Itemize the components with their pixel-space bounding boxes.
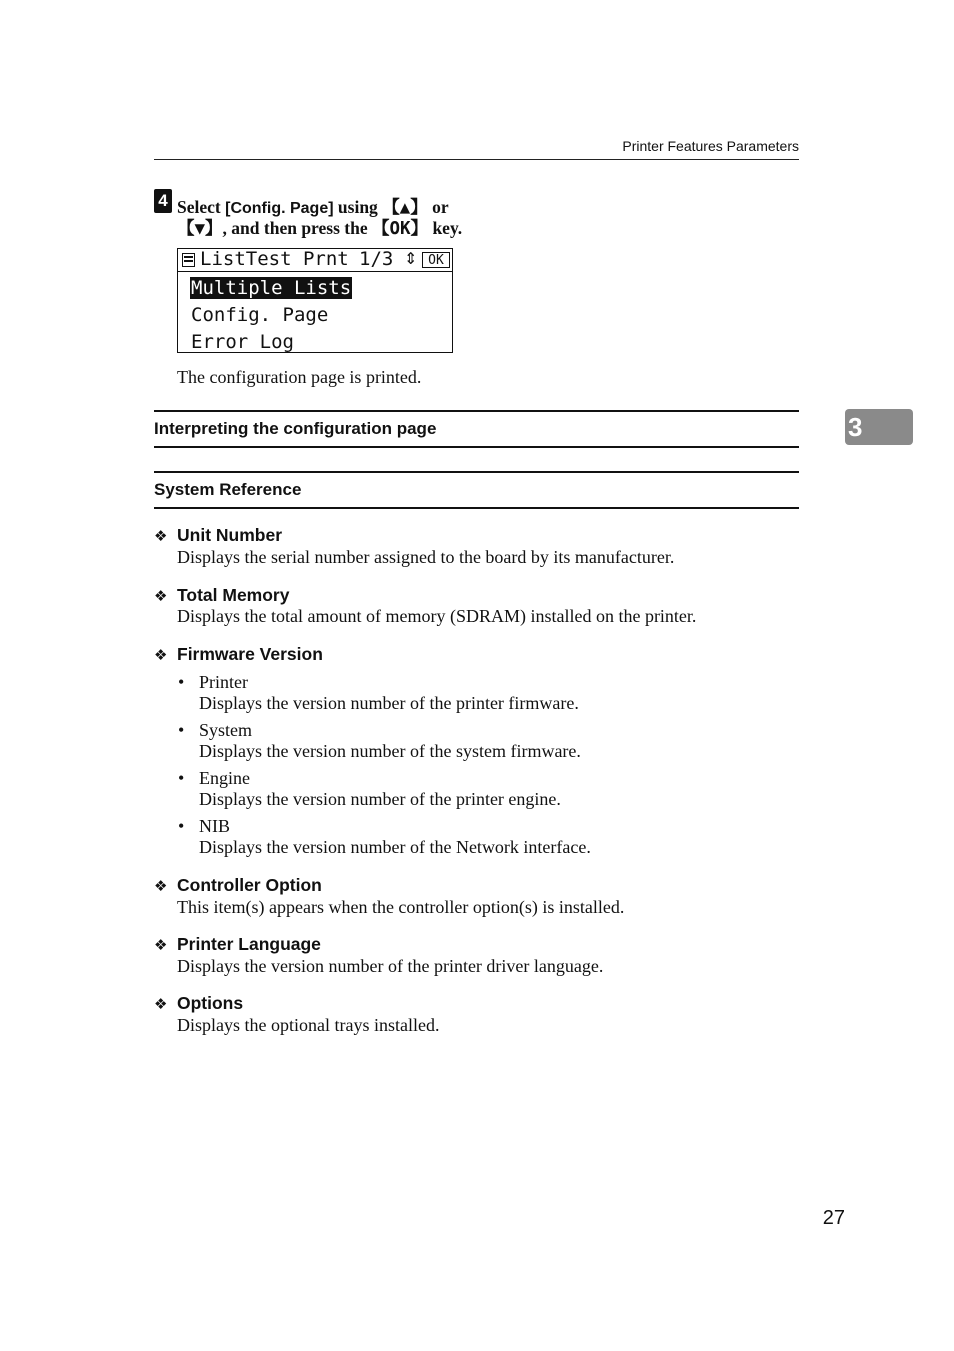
section-rule-bottom xyxy=(154,507,799,509)
item-heading-controller-option xyxy=(154,875,322,896)
item-desc-unit-number: Displays the serial number assigned to the board by its manufacturer. xyxy=(177,547,675,567)
item-title: Controller Option xyxy=(177,875,322,895)
page-number: 27 xyxy=(822,1207,845,1229)
item-desc-printer-language: Displays the version number of the printer driver language. xyxy=(177,956,604,976)
lcd-ok-icon: OK xyxy=(422,252,450,268)
ok-key: 【OK】 xyxy=(371,219,429,239)
item-heading-total-memory xyxy=(154,585,289,606)
up-down-arrow-icon: ⇕ xyxy=(404,249,418,268)
sub-bullet-dot: • xyxy=(178,672,185,692)
subitem-desc-printer: Displays the version number of the printer firmware. xyxy=(199,693,579,713)
chapter-tab: 3 xyxy=(845,409,913,445)
step-select-word: Select xyxy=(177,197,221,217)
subitem-label-system: System xyxy=(199,720,253,740)
step-or-word: or xyxy=(432,197,449,217)
down-key: 【▼】 xyxy=(177,219,223,239)
item-desc-controller-option: This item(s) appears when the controller option(s) is installed. xyxy=(177,897,625,917)
item-heading-firmware-version xyxy=(154,644,323,665)
item-heading-options xyxy=(154,993,243,1014)
item-title: Options xyxy=(177,993,244,1013)
item-title: Printer Language xyxy=(177,934,321,954)
subitem-desc-engine: Displays the version number of the printer engine. xyxy=(199,789,561,809)
running-header: Printer Features Parameters xyxy=(622,138,799,154)
subitem-label-printer: Printer xyxy=(199,672,248,692)
lcd-menu-item-error-log[interactable]: Error Log xyxy=(191,331,294,353)
lcd-title-bar xyxy=(178,249,452,272)
four-diamond-bullet-icon: ❖ xyxy=(154,936,168,954)
menu-list-icon xyxy=(182,253,195,267)
item-title: Unit Number xyxy=(177,525,282,545)
section-rule-top xyxy=(154,410,799,412)
step-using-word: using xyxy=(337,197,378,217)
step-instruction-line-2 xyxy=(177,215,462,240)
four-diamond-bullet-icon: ❖ xyxy=(154,995,168,1013)
item-desc-options: Displays the optional trays installed. xyxy=(177,1015,440,1035)
lcd-menu-item-config-page[interactable]: Config. Page xyxy=(191,304,329,326)
four-diamond-bullet-icon: ❖ xyxy=(154,646,168,664)
section-title-system-reference: System Reference xyxy=(154,480,302,499)
section-rule-top xyxy=(154,471,799,473)
sub-bullet-dot: • xyxy=(178,768,185,788)
step-number-badge: 4 xyxy=(154,189,172,213)
lcd-screen xyxy=(177,248,453,353)
step-mid-text: , and then press the xyxy=(222,218,368,238)
subitem-label-nib: NIB xyxy=(199,816,230,836)
step-config-item: [Config. Page] xyxy=(225,200,334,217)
up-key: 【▲】 xyxy=(382,198,428,218)
section-title-interpreting: Interpreting the configuration page xyxy=(154,419,437,438)
four-diamond-bullet-icon: ❖ xyxy=(154,587,168,605)
header-rule xyxy=(154,159,799,160)
lcd-menu-item-multiple-lists[interactable]: Multiple Lists xyxy=(191,277,352,299)
subitem-desc-nib: Displays the version number of the Network interface. xyxy=(199,837,591,857)
step-result-text: The configuration page is printed. xyxy=(177,367,422,387)
lcd-page-indicator: 1/3 xyxy=(359,248,394,270)
subitem-desc-system: Displays the version number of the system firmware. xyxy=(199,741,581,761)
sub-bullet-dot: • xyxy=(178,816,185,836)
lcd-title: ListTest Prnt xyxy=(200,248,349,270)
four-diamond-bullet-icon: ❖ xyxy=(154,877,168,895)
item-title: Firmware Version xyxy=(177,644,323,664)
item-title: Total Memory xyxy=(177,585,290,605)
section-rule-bottom xyxy=(154,446,799,448)
four-diamond-bullet-icon: ❖ xyxy=(154,527,168,545)
subitem-label-engine: Engine xyxy=(199,768,250,788)
item-heading-unit-number xyxy=(154,525,282,546)
step-end-text: key. xyxy=(432,218,463,238)
sub-bullet-dot: • xyxy=(178,720,185,740)
item-desc-total-memory: Displays the total amount of memory (SDRAM) installed on the printer. xyxy=(177,606,697,626)
item-heading-printer-language xyxy=(154,934,321,955)
